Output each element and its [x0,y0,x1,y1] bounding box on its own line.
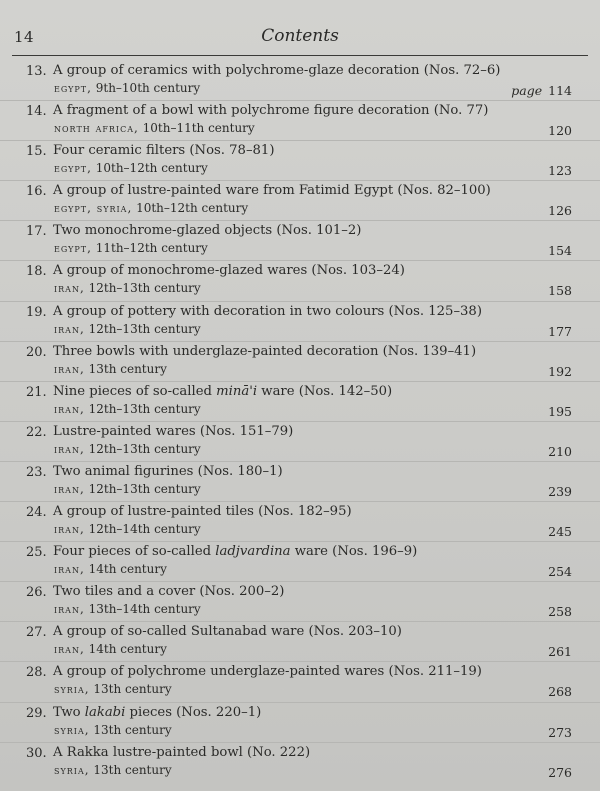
entry-region: iran, [54,441,85,456]
entry-title [53,103,488,118]
entry-page-number: 210 [548,443,572,459]
entry-title [53,263,405,278]
entry-century: 10th–12th century [95,161,208,176]
entry-origin [54,281,201,295]
entry-origin [54,562,167,576]
entry-region: north africa, [54,121,139,136]
entry-region: iran, [54,602,85,617]
entry-page-number: 239 [548,483,572,499]
entry-century: 12th–13th century [88,441,201,456]
entry-title [53,705,261,720]
entry-title-text: A group of ceramics with polychrome-glaze decoration (Nos. 72–6) [53,63,501,78]
entry-number: 16. [26,184,47,200]
entry-number: 26. [26,585,47,601]
entry-century: 12th–13th century [88,321,201,336]
entry-title-text: Three bowls with underglaze-painted decoration (Nos. 139–41) [53,343,477,359]
entry-century: 12th–13th century [88,401,201,416]
entry-page-number: 268 [548,684,572,700]
entry-title-italic: lakabi [84,704,126,720]
entry-origin [54,723,172,737]
entry-number: 23. [26,464,47,480]
entry-page [542,765,572,780]
contents-list [0,61,600,783]
entry-page [542,283,572,298]
entry-number: 28. [26,665,47,681]
contents-entry [0,622,600,662]
entry-title-text: A group of monochrome-glazed wares (Nos. 103–24) [53,263,405,279]
entry-title [53,504,352,519]
entry-title [53,143,274,158]
entry-region: egypt, [54,161,92,176]
entry-origin [54,201,248,215]
entry-title-text-end: ware (Nos. 142–50) [257,383,393,399]
entry-century: 13th century [93,682,172,697]
entry-title-text: A group of so-called Sultanabad ware (Nos. 203–10) [53,624,402,640]
entry-page-number: 192 [548,363,572,379]
entry-title-text: A group of pottery with decoration in two colours (Nos. 125–38) [53,303,482,319]
contents-entry [0,101,600,141]
entry-page-number: 123 [548,163,572,179]
entry-title [53,584,284,599]
entry-century: 13th century [88,361,167,376]
entry-title-text: Two animal figurines (Nos. 180–1) [53,463,283,479]
contents-entry [0,382,600,422]
entry-number: 29. [26,705,47,721]
entry-page [542,324,572,339]
entry-number: 17. [26,224,47,240]
contents-entry [0,703,600,743]
entry-page-number: 261 [548,644,572,660]
entry-number: 15. [26,144,47,160]
contents-entry [0,302,600,342]
entry-title-italic: minā'i [216,383,258,399]
entry-page [511,83,572,98]
entry-region: iran, [54,401,85,416]
entry-origin [54,241,208,255]
entry-number: 25. [26,545,47,561]
entry-title-text: A group of lustre-painted ware from Fatimid Egypt (Nos. 82–100) [53,183,491,199]
entry-title [53,544,417,559]
entry-origin [54,362,167,376]
entry-number: 14. [26,104,47,120]
entry-page [542,524,572,539]
entry-page [542,404,572,419]
entry-title-text: Four ceramic filters (Nos. 78–81) [53,143,275,159]
entry-page [542,243,572,258]
entry-page [542,364,572,379]
entry-region: iran, [54,522,85,537]
entry-page [542,163,572,178]
header-rule [12,55,588,56]
entry-century: 14th century [88,562,167,577]
contents-entry [0,662,600,702]
entry-title-italic: ladjvardina [215,544,291,560]
entry-origin [54,522,201,536]
entry-title [53,424,293,439]
entry-century: 13th century [93,722,172,737]
entry-origin [54,121,255,135]
entry-page [542,725,572,740]
entry-title [53,745,310,760]
entry-title-text: A Rakka lustre-painted bowl (No. 222) [53,744,311,760]
entry-page-number: 114 [548,83,572,98]
entry-page [542,604,572,619]
entry-origin [54,322,201,336]
entry-page-number: 245 [548,524,572,540]
entry-century: 13th–14th century [88,602,201,617]
entry-century: 14th century [88,642,167,657]
entry-page-number: 276 [548,764,572,780]
contents-entry [0,61,600,101]
entry-page [542,444,572,459]
page-number: 14 [14,28,35,46]
contents-entry [0,502,600,542]
entry-region: syria, [54,682,90,697]
entry-number: 19. [26,304,47,320]
entry-title-text: Two tiles and a cover (Nos. 200–2) [53,584,285,600]
entry-title-text: Lustre-painted wares (Nos. 151–79) [53,423,294,439]
entry-title [53,344,476,359]
entry-number: 13. [26,64,47,79]
entry-century: 9th–10th century [95,81,201,95]
entry-title [53,464,283,479]
entry-century: 10th–11th century [142,121,255,136]
entry-title [53,183,491,198]
entry-region: iran, [54,321,85,336]
entry-origin [54,642,167,656]
entry-title [53,304,482,319]
entry-region: iran, [54,281,85,296]
entry-century: 12th–13th century [88,481,201,496]
entry-page [542,123,572,138]
entry-century: 12th–14th century [88,522,201,537]
contents-entry [0,141,600,181]
entry-title-text: Two monochrome-glazed objects (Nos. 101–2) [53,223,362,239]
entry-region: iran, [54,361,85,376]
entry-region: syria, [54,722,90,737]
page-label: page [511,83,543,98]
contents-entry [0,743,600,783]
entry-title-text: Two [53,704,85,720]
entry-origin [54,161,208,175]
entry-number: 24. [26,505,47,521]
entry-number: 22. [26,424,47,440]
entry-title [53,624,402,639]
entry-origin [54,602,201,616]
entry-century: 11th–12th century [95,241,208,256]
entry-origin [54,682,172,696]
entry-title-text: A fragment of a bowl with polychrome figure decoration (No. 77) [53,103,489,119]
entry-page [542,484,572,499]
entry-title-text: Nine pieces of so-called [53,383,217,399]
entry-region: syria, [54,762,90,777]
entry-page-number: 120 [548,123,572,139]
entry-page-number: 195 [548,403,572,419]
contents-entry [0,221,600,261]
entry-region: egypt, [54,81,92,95]
entry-century: 10th–12th century [136,201,249,216]
contents-entry [0,462,600,502]
entry-title [53,223,361,238]
entry-origin [54,81,200,95]
entry-number: 30. [26,745,47,761]
entry-title [53,384,392,399]
entry-title-text: A group of lustre-painted tiles (Nos. 182–95) [53,504,352,520]
entry-page [542,203,572,218]
contents-entry [0,542,600,582]
contents-entry [0,582,600,622]
entry-page-number: 154 [548,243,572,259]
entry-title [53,664,482,679]
contents-entry [0,181,600,221]
entry-origin [54,442,201,456]
entry-number: 20. [26,344,47,360]
entry-origin [54,763,172,777]
entry-title-text-end: pieces (Nos. 220–1) [125,704,262,720]
entry-century: 13th century [93,762,172,777]
entry-page [542,564,572,579]
contents-entry [0,342,600,382]
entry-region: egypt, syria, [54,201,133,216]
entry-title-text: A group of polychrome underglaze-painted wares (Nos. 211–19) [53,664,482,680]
entry-page-number: 158 [548,283,572,299]
entry-title [53,63,500,78]
entry-number: 27. [26,625,47,641]
entry-origin [54,402,201,416]
entry-title-text-end: ware (Nos. 196–9) [290,544,418,560]
entry-region: iran, [54,562,85,577]
entry-page-number: 254 [548,564,572,580]
entry-page [542,644,572,659]
entry-page [542,684,572,699]
entry-page-number: 273 [548,724,572,740]
entry-page-number: 126 [548,203,572,219]
contents-entry [0,261,600,301]
entry-number: 21. [26,384,47,400]
contents-entry [0,422,600,462]
entry-title-text: Four pieces of so-called [53,544,216,560]
entry-origin [54,482,201,496]
entry-region: egypt, [54,241,92,256]
entry-page-number: 258 [548,604,572,620]
entry-century: 12th–13th century [88,281,201,296]
entry-number: 18. [26,264,47,280]
entry-region: iran, [54,481,85,496]
entry-page-number: 177 [548,323,572,339]
entry-region: iran, [54,642,85,657]
running-title: Contents [261,26,339,46]
